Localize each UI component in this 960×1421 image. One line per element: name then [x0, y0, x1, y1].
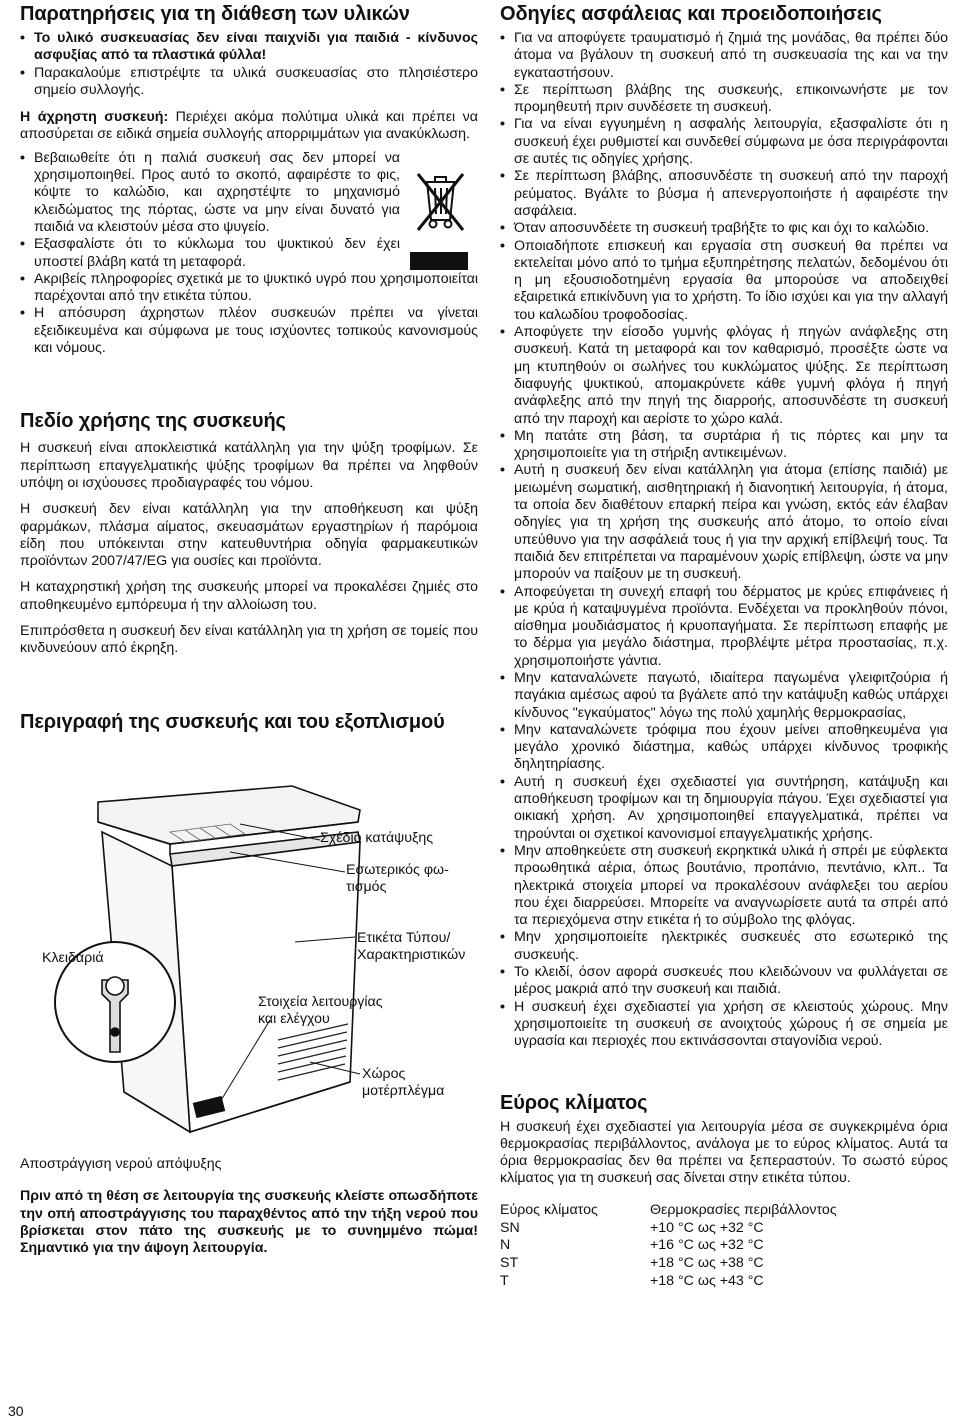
climate-class: ST — [500, 1255, 519, 1272]
climate-range: +18 °C ως +38 °C — [650, 1255, 764, 1272]
list-item: • Το υλικό συσκευασίας δεν είναι παιχνίδι για παιδιά - κίνδυνος ασφυξίας από τα πλαστικά φύλλα! — [20, 30, 478, 65]
label-freezer-plan: Σχέδιο κατάψυξης — [320, 830, 434, 846]
list-item: • Μην καταναλώνετε τρόφιμα που έχουν μείνει αποθηκευμένα για μεγάλο χρονικό διάστημα, καθώς υπάρχει κίνδυνος τροφικής δηλητηρίασης. — [500, 722, 948, 774]
right-column — [500, 0, 948, 1291]
list-item: • Αποφύγετε την είσοδο γυμνής φλόγας ή πηγών ανάφλεξης στη συσκευή. Κατά τη μεταφορά και τον καθαρισμό, προσέξτε ώστε να μη κτυπηθούν οι σωλήνες του κυκλώματος ψύξης. Σε περίπτωση διαφυγής ψυκτικού, απομακρύνετε κάθε γυμνή φλόγα ή πηγή ανάφλεξης από την πηγή της διαρροής, αποσυνδέστε τη συσκευή από την παροχή και αερίστε το χώρο καλά. — [500, 324, 948, 428]
scope-paragraph: Επιπρόσθετα η συσκευή δεν είναι κατάλληλη για τη χρήση σε τομείς που κινδυνεύουν από έκρηξη. — [20, 623, 478, 657]
scope-body — [20, 440, 478, 657]
left-column — [20, 0, 478, 734]
drain-block — [20, 1156, 478, 1257]
list-item: • Αυτή η συσκευή δεν είναι κατάλληλη για άτομα (επίσης παιδιά) με μειωμένη σωματική, αισθητηριακή ή διανοητική λειτουργία, ή άτομα, τα οποία δεν διαθέτουν επαρκή πείρα και γνώση, εκτός εάν έλαβαν οδηγίες για τη χρήση της συσκευής από άτομο, το οποίο είναι υπεύθυνο για την ασφάλειά τους ή για την αρχική επίβλεψή τους. Τα παιδιά δεν επιτρέπεται να παραμένουν χωρίς επίβλεψη, ώστε να μην μπορούν να παίξουν με τη συσκευή. — [500, 462, 948, 583]
climate-class: SN — [500, 1219, 520, 1236]
climate-range: +10 °C ως +32 °C — [650, 1219, 764, 1236]
label-drain: Αποστράγγιση νερού απόψυξης — [20, 1156, 222, 1172]
climate-title: Εύρος κλίματος — [500, 1091, 648, 1114]
list-item: • Οποιαδήποτε επισκευή και εργασία στη συσκευή θα πρέπει να εκτελείται μόνο από το τμήμα εξυπηρέτησης πελατών, δεδομένου ότι η μη εξουσιοδοτημένη εργασία θα μπορούσε να αποδειχθεί εξαιρετικά επικίνδυνη για το χρήστη. Το ίδιο ισχύει και για την αλλαγή του καλωδίου τροφοδοσίας. — [500, 238, 948, 324]
list-item: • Αποφεύγεται τη συνεχή επαφή του δέρματος με κρύες επιφάνειες ή με κρύα ή καταψυγμένα προϊόντα. Ενδέχεται να προκληθούν πόνοι, αίσθημα μουδιάσματος ή κρυοπαγήματα. Σε περίπτωση επαφής με το δέρμα για μεγάλο διάστημα, προβλέψτε μέτρα προστασίας, π.χ. χρησιμοποιήστε γάντια. — [500, 584, 948, 670]
safety-title: Οδηγίες ασφάλειας και προειδοποιήσεις — [500, 3, 882, 25]
scope-title: Πεδίο χρήσης της συσκευής — [20, 410, 286, 433]
appliance-figure — [20, 762, 480, 1162]
list-item: • Η συσκευή έχει σχεδιαστεί για χρήση σε κλειστούς χώρους. Μην χρησιμοποιείτε τη συσκευή σε ανοιχτούς χώρους ή σε σημεία με υγρασία και περιοχές που εκτινάσσονται σταγονίδια νερού. — [500, 999, 948, 1051]
weee-black-bar — [410, 252, 468, 270]
drain-note: Πριν από τη θέση σε λειτουργία της συσκευής κλείστε οπωσδήποτε την οπή αποστράγγισης του παραχθέντος από την τήξη νερού που βρίσκεται στον πάτο της συσκευής με το συνημμένο πώμα! Σημαντικό για την άψογη λειτουργία. — [20, 1188, 478, 1257]
weee-bin-icon — [413, 168, 468, 233]
table-row — [500, 1255, 837, 1273]
label-motor-space: Χώρος μοτέρπλέγμα — [362, 1066, 445, 1100]
climate-text: Η συσκευή έχει σχεδιαστεί για λειτουργία μέσα σε συγκεκριμένα όρια θερμοκρασίας περιβάλλοντος, ανάλογα με το εύρος κλίματος. Αυτά τα όρια θερμοκρασίας δεν θα πρέπει να ξεπεραστούν. Το σωστό εύρος κλίματος για τη συσκευή σας δίνεται στην ετικέτα τύπου. — [500, 1118, 948, 1187]
climate-range: +18 °C ως +43 °C — [650, 1272, 764, 1289]
description-title: Περιγραφή της συσκευής και του εξοπλισμού — [20, 710, 445, 733]
old-appliance-paragraph — [20, 109, 478, 144]
list-item: • Παρακαλούμε επιστρέψτε τα υλικά συσκευασίας στο πλησιέστερο σημείο συλλογής. — [20, 65, 478, 100]
label-controls: Στοιχεία λειτουργίας και ελέγχου — [258, 994, 383, 1028]
list-item: • Το κλειδί, όσον αφορά συσκευές που κλειδώνουν να φυλλάγεται σε μέρος μακριά από την συσκευή και παιδιά. — [500, 964, 948, 999]
climate-range: +16 °C ως +32 °C — [650, 1237, 764, 1254]
label-type-plate: Ετικέτα Τύπου/ Χαρακτηριστικών — [357, 930, 466, 964]
list-item: • Για να είναι εγγυημένη η ασφαλής λειτουργία, εξασφαλίστε ότι η συσκευή έχει ρυθμιστεί και συνδεθεί σύμφωνα με όσα περιγράφονται σε αυτές τις οδηγίες χρήσης. — [500, 116, 948, 168]
table-header: Εύρος κλίματος — [500, 1201, 598, 1218]
list-item: • Σε περίπτωση βλάβης της συσκευής, επικοινωνήστε με τον προμηθευτή πριν συνδέσετε τη συσκευή. — [500, 82, 948, 117]
list-item: • Σε περίπτωση βλάβης, αποσυνδέστε τη συσκευή από την παροχή ρεύματος. Βγάλτε το βύσμα ή απενεργοποιήστε ή αφαιρέστε την ασφάλεια. — [500, 168, 948, 220]
label-lock: Κλειδαριά — [42, 950, 104, 966]
table-row — [500, 1273, 837, 1291]
table-row — [500, 1220, 837, 1238]
list-item: • Βεβαιωθείτε ότι η παλιά συσκευή σας δεν μπορεί να χρησιμοποιηθεί. Προς αυτό το σκοπό, αφαιρέστε το φις, κόψτε το καλώδιο, και αχρηστέψτε το μηχανισμό κλειδώματος της πόρτας, ώστε να μην είναι δυνατό για παιδιά να κλειστούν μέσα στο ψυγείο. — [20, 150, 478, 236]
list-item: • Μην αποθηκεύετε στη συσκευή εκρηκτικά υλικά ή σπρέι με εύφλεκτα προωθητικά αέρια, όπως βουτάνιο, προπάνιο, πεντάνιο, κλπ.. Τα ηλεκτρικά στοιχεία μπορεί να προκαλέσουν ανάφλεξει του αερίου που έχει διαρρεύσει. Μπορείτε να αναγνωρίσετε αυτά τα σπρέι από τα περιεχόμενα στην ετικέτα ή το σύμβολο της φλόγας. — [500, 843, 948, 929]
list-item: • Μην χρησιμοποιείτε ηλεκτρικές συσκευές στο εσωτερικό της συσκευής. — [500, 929, 948, 964]
list-item: • Μη πατάτε στη βάση, τα συρτάρια ή τις πόρτες και μην τα χρησιμοποιείτε για τη στήριξη αντικειμένων. — [500, 428, 948, 463]
label-interior-light: Εσωτερικός φω- τισμός — [346, 862, 449, 896]
table-row — [500, 1237, 837, 1255]
old-appliance-text: Περιέχει ακόμα πολύτιμα υλικά και πρέπει να αποσύρεται σε ειδικά σημεία συλλογής απορριμμάτων για ανακύκλωση. — [20, 109, 478, 143]
climate-class: N — [500, 1237, 511, 1254]
scope-paragraph: Η συσκευή δεν είναι κατάλληλη για την αποθήκευση και ψύξη φαρμάκων, πλάσμα αίματος, σκευασμάτων εργαστηρίων ή παρόμοια είδη που υπόκεινται στην κατευθυντήρια οδηγία φαρμακευτικών προϊόντων 2007/47/EG για ουσίες και προϊόντα. — [20, 501, 478, 570]
scope-paragraph: Η συσκευή είναι αποκλειστικά κατάλληλη για την ψύξη τροφίμων. Σε περίπτωση επαγγελματικής ψύξης τροφίμων θα πρέπει να ληφθούν υπόψη οι ισχύουσες προδιαγραφές του νόμου. — [20, 440, 478, 491]
table-header: Θερμοκρασίες περιβάλλοντος — [650, 1201, 837, 1218]
climate-class: T — [500, 1272, 509, 1289]
list-item: • Ακριβείς πληροφορίες σχετικά με το ψυκτικό υγρό που χρησιμοποιείται παρέχονται από την ετικέτα τύπου. — [20, 271, 478, 306]
safety-list — [500, 30, 948, 1051]
list-item: • Όταν αποσυνδέετε τη συσκευή τραβήξτε το φις και όχι το καλώδιο. — [500, 220, 948, 237]
climate-table — [500, 1202, 837, 1291]
page-number: 30 — [8, 1403, 24, 1419]
list-item: • Για να αποφύγετε τραυματισμό ή ζημιά της μονάδας, θα πρέπει δύο άτομα να βγάλουν τη συσκευή από τη συσκευασία της και να την εγκαταστήσουν. — [500, 30, 948, 82]
disposal-list-top — [20, 30, 478, 99]
scope-paragraph: Η καταχρηστική χρήση της συσκευής μπορεί να προκαλέσει ζημιές στο αποθηκευμένο εμπόρευμα ή την αλλοίωση του. — [20, 579, 478, 613]
disposal-title: Παρατηρήσεις για τη διάθεση των υλικών — [20, 3, 410, 25]
list-item: • Μην καταναλώνετε παγωτό, ιδιαίτερα παγωμένα γλειφιτζούρια ή παγάκια αμέσως αφού τα βγάλετε από την κατάψυξη καθώς υπάρχει κίνδυνος "εγκαύματος" λόγω της πολύ χαμηλής θερμοκρασίας, — [500, 670, 948, 722]
old-appliance-label: Η άχρηστη συσκευή: — [20, 109, 169, 126]
list-item: • Εξασφαλίστε ότι το κύκλωμα του ψυκτικού δεν έχει υποστεί βλάβη κατά τη μεταφορά. — [20, 236, 478, 271]
list-item: • Η απόσυρση άχρηστων πλέον συσκευών πρέπει να γίνεται εξειδικευμένα και σύμφωνα με τους ισχύοντες τοπικούς κανονισμούς και νόμους. — [20, 305, 478, 357]
table-header-row — [500, 1202, 837, 1220]
list-item: • Αυτή η συσκευή έχει σχεδιαστεί για συντήρηση, κατάψυξη και αποθήκευση τροφίμων και τη δημιουργία πάγου. Έχει σχεδιαστεί για οικιακή χρήση. Αν χρησιμοποιηθεί επαγγελματικά, πρέπει να τηρούνται οι σχετικοί κανονισμοί επαγγελματικής χρήσης. — [500, 774, 948, 843]
